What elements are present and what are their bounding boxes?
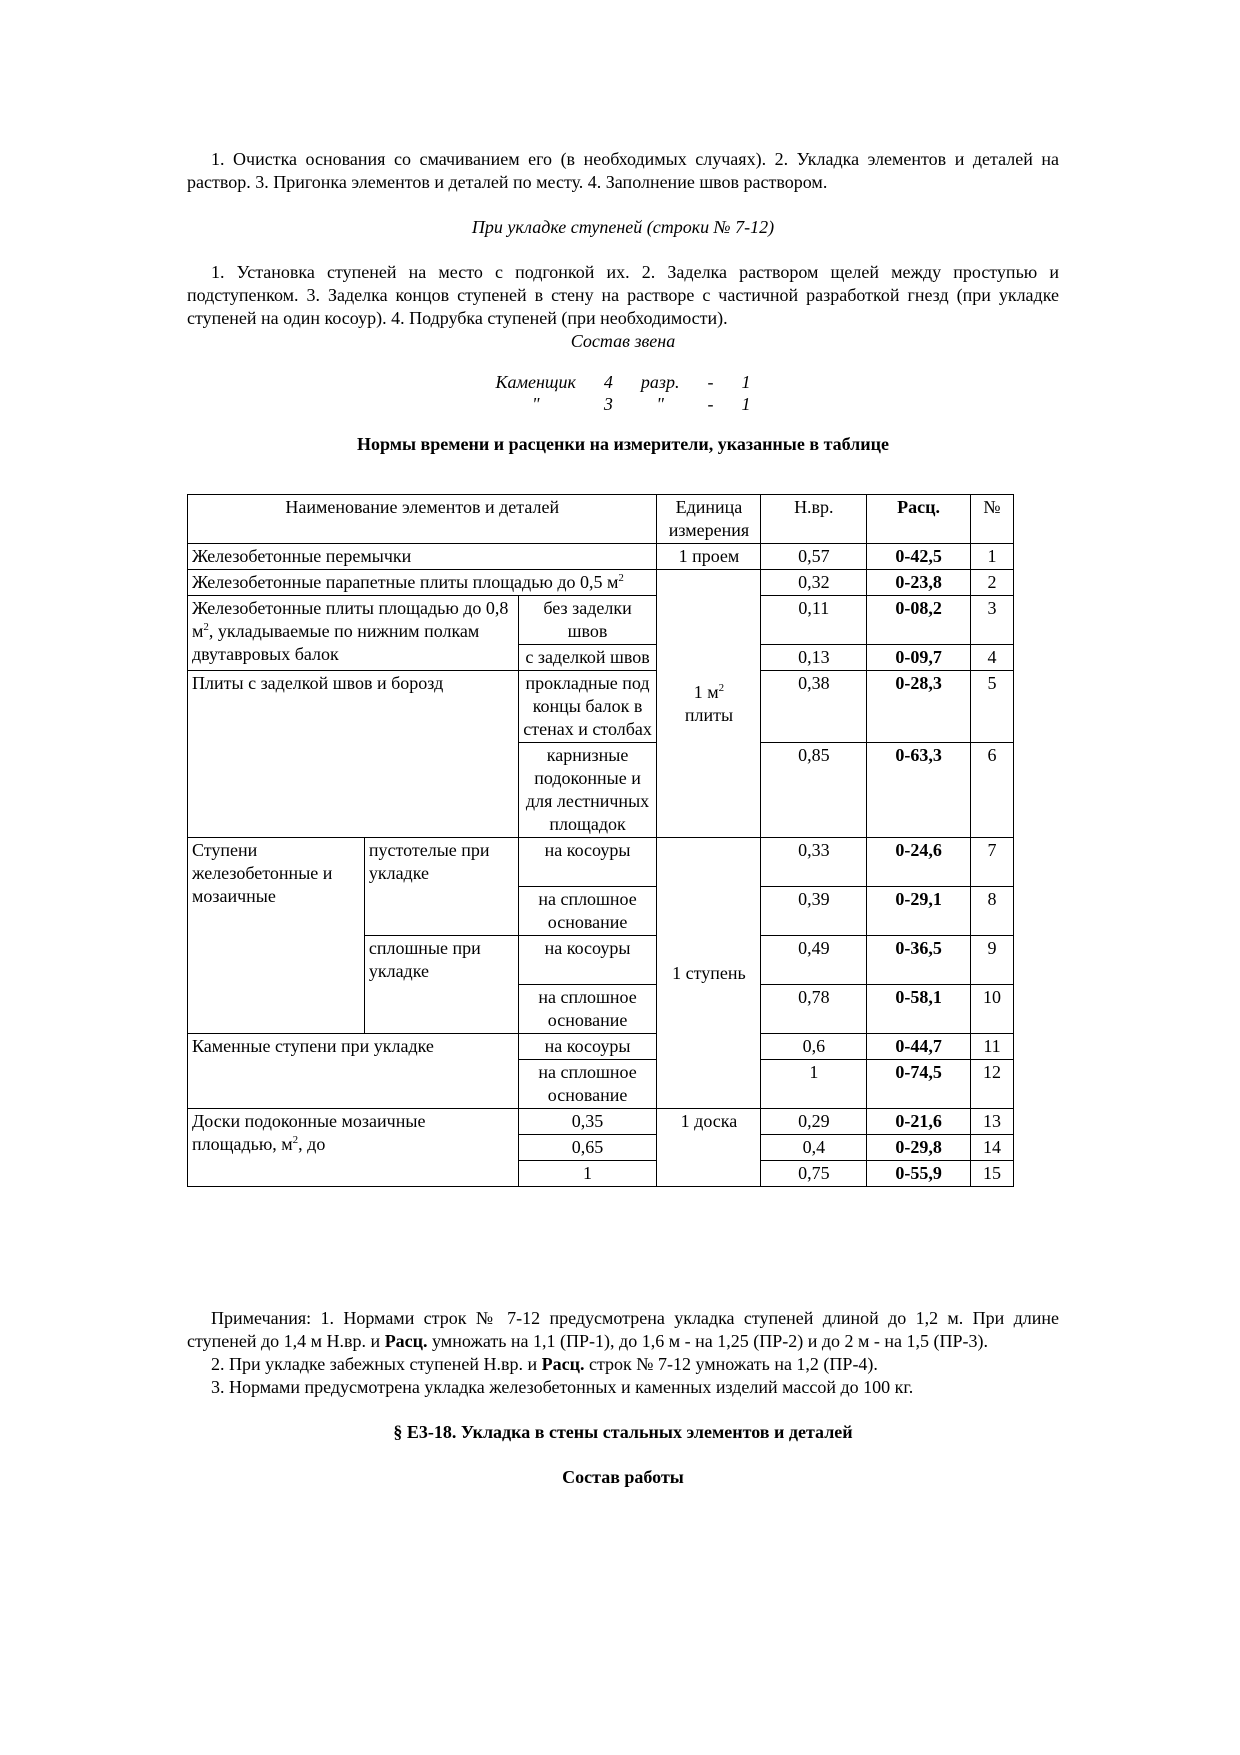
cell-num: 9 <box>971 936 1014 985</box>
table-row <box>188 570 1014 596</box>
cell-name <box>188 596 519 671</box>
cell-price: 0-42,5 <box>867 544 971 570</box>
cell-num: 2 <box>971 570 1014 596</box>
section-title: § Е3-18. Укладка в стены стальных элементов и деталей <box>393 1422 853 1442</box>
crew-unit: " <box>656 394 664 414</box>
cell-price: 0-44,7 <box>867 1034 971 1060</box>
cell-sub: прокладные под концы балок в стенах и столбах <box>518 671 657 743</box>
cell-name: Ступени железобетонные и мозаичные <box>188 838 365 1034</box>
header-price: Расц. <box>867 495 971 544</box>
cell-num: 14 <box>971 1135 1014 1161</box>
crew-row <box>482 371 765 393</box>
note-3: 3. Нормами предусмотрена укладка железобетонных и каменных изделий массой до 100 кг. <box>211 1377 914 1397</box>
cell-price: 0-74,5 <box>867 1060 971 1109</box>
superscript: 2 <box>718 681 725 694</box>
superscript: 2 <box>618 572 624 584</box>
cell-group: пустотелые при укладке <box>364 838 518 936</box>
note-2 <box>187 1353 1059 1376</box>
crew-dash: - <box>707 372 714 392</box>
cell-name <box>188 1109 519 1187</box>
header-time: Н.вр. <box>761 495 867 544</box>
cell-num: 10 <box>971 985 1014 1034</box>
unit-text: 1 м <box>693 681 719 702</box>
table-row <box>188 838 1014 887</box>
table-heading: Нормы времени и расценки на измерители, указанные в таблице <box>356 434 890 454</box>
cell-num: 6 <box>971 743 1014 838</box>
cell-price: 0-09,7 <box>867 645 971 671</box>
crew-heading: Состав звена <box>570 331 676 351</box>
cell-time: 0,78 <box>761 985 867 1034</box>
note-1 <box>187 1307 1059 1353</box>
cell-name: Плиты с заделкой швов и борозд <box>188 671 519 838</box>
table-header-row <box>188 495 1014 544</box>
cell-unit: 1 проем <box>657 544 761 570</box>
cell-unit: 1 ступень <box>657 838 761 1109</box>
cell-sub: 1 <box>518 1161 657 1187</box>
cell-time: 0,38 <box>761 671 867 743</box>
cell-price: 0-28,3 <box>867 671 971 743</box>
cell-price: 0-63,3 <box>867 743 971 838</box>
cell-num: 15 <box>971 1161 1014 1187</box>
cell-price: 0-29,1 <box>867 887 971 936</box>
cell-sub: на сплошное основание <box>518 985 657 1034</box>
crew-unit: разр. <box>640 372 680 392</box>
note-text: строк № 7-12 умножать на 1,2 (ПР-4). <box>584 1354 878 1374</box>
crew-count: 1 <box>741 372 751 392</box>
cell-num: 7 <box>971 838 1014 887</box>
cell-group: сплошные при укладке <box>364 936 518 1034</box>
table-row <box>188 1109 1014 1135</box>
cell-sub: 0,65 <box>518 1135 657 1161</box>
cell-num: 12 <box>971 1060 1014 1109</box>
cell-time: 0,32 <box>761 570 867 596</box>
cell-unit: 1 доска <box>657 1109 761 1187</box>
cell-name: Каменные ступени при укладке <box>188 1034 519 1109</box>
note-text: умножать на 1,1 (ПР-1), до 1,6 м - на 1,25 (ПР-2) и до 2 м - на 1,5 (ПР-3). <box>427 1331 988 1351</box>
superscript: 2 <box>292 1134 299 1146</box>
cell-time: 0,11 <box>761 596 867 645</box>
header-unit: Единица измерения <box>657 495 761 544</box>
cell-price: 0-55,9 <box>867 1161 971 1187</box>
cell-name-text: , укладываемые по нижним полкам двутавровых балок <box>192 621 480 664</box>
document-page <box>187 148 1059 456</box>
work-composition-text: 1. Очистка основания со смачиванием его (в необходимых случаях). 2. Укладка элементов и деталей на раствор. 3. Пригонка элементов и деталей по месту. 4. Заполнение швов раствором. <box>187 149 1059 192</box>
header-num: № <box>971 495 1014 544</box>
crew-role: " <box>531 394 540 414</box>
cell-time: 0,39 <box>761 887 867 936</box>
cell-price: 0-58,1 <box>867 985 971 1034</box>
cell-sub: на косоуры <box>518 838 657 887</box>
crew-table <box>482 371 765 415</box>
cell-time: 0,29 <box>761 1109 867 1135</box>
note-bold: Расц. <box>384 1331 428 1351</box>
crew-count: 1 <box>741 394 751 414</box>
note-text: Примечания: 1. Нормами строк № 7-12 предусмотрена укладка ступеней длиной до 1,2 м. При длине ступеней до 1,4 м Н.вр. и <box>187 1308 1059 1351</box>
cell-sub: на сплошное основание <box>518 887 657 936</box>
table-row <box>188 1034 1014 1060</box>
cell-time: 0,13 <box>761 645 867 671</box>
header-name: Наименование элементов и деталей <box>188 495 657 544</box>
cell-price: 0-23,8 <box>867 570 971 596</box>
crew-role: Каменщик <box>495 372 576 392</box>
cell-time: 0,75 <box>761 1161 867 1187</box>
note-bold: Расц. <box>541 1354 585 1374</box>
cell-sub: на сплошное основание <box>518 1060 657 1109</box>
crew-grade: 3 <box>603 394 613 414</box>
notes-section <box>187 1307 1059 1489</box>
cell-price: 0-08,2 <box>867 596 971 645</box>
cell-sub: с заделкой швов <box>518 645 657 671</box>
cell-sub: карнизные подоконные и для лестничных площадок <box>518 743 657 838</box>
cell-time: 0,57 <box>761 544 867 570</box>
cell-time: 0,49 <box>761 936 867 985</box>
cell-num: 3 <box>971 596 1014 645</box>
cell-num: 1 <box>971 544 1014 570</box>
table-row <box>188 671 1014 743</box>
cell-unit <box>657 570 761 838</box>
cell-name-text: Железобетонные парапетные плиты площадью до 0,5 м <box>192 572 619 592</box>
superscript: 2 <box>203 621 209 633</box>
cell-name-text: , до <box>298 1134 326 1154</box>
section-subtitle: Состав работы <box>562 1467 684 1487</box>
cell-sub: на косоуры <box>518 1034 657 1060</box>
cell-name: Железобетонные перемычки <box>188 544 657 570</box>
crew-row <box>482 393 765 415</box>
cell-num: 13 <box>971 1109 1014 1135</box>
cell-price: 0-24,6 <box>867 838 971 887</box>
cell-name <box>188 570 657 596</box>
cell-sub: без заделки швов <box>518 596 657 645</box>
cell-num: 4 <box>971 645 1014 671</box>
steps-composition-text: 1. Установка ступеней на место с подгонкой их. 2. Заделка раствором щелей между проступью и подступенком. 3. Заделка концов ступеней в стену на растворе с частичной разработкой гнезд (при укладке ступеней на один косоур). 4. Подрубка ступеней (при необходимости). <box>187 262 1059 328</box>
table-row <box>188 544 1014 570</box>
norms-table <box>187 494 1014 1187</box>
cell-time: 0,33 <box>761 838 867 887</box>
cell-time: 0,6 <box>761 1034 867 1060</box>
cell-time: 0,4 <box>761 1135 867 1161</box>
cell-num: 5 <box>971 671 1014 743</box>
cell-num: 11 <box>971 1034 1014 1060</box>
cell-sub: 0,35 <box>518 1109 657 1135</box>
cell-time: 0,85 <box>761 743 867 838</box>
cell-price: 0-36,5 <box>867 936 971 985</box>
cell-price: 0-29,8 <box>867 1135 971 1161</box>
unit-text: плиты <box>684 704 734 725</box>
cell-price: 0-21,6 <box>867 1109 971 1135</box>
cell-time: 1 <box>761 1060 867 1109</box>
note-text: 2. При укладке забежных ступеней Н.вр. и <box>211 1354 542 1374</box>
steps-heading: При укладке ступеней (строки № 7-12) <box>471 217 775 237</box>
cell-name-text: Железобетонные плиты площадью до 0,8 м <box>192 598 509 641</box>
cell-name-text: Доски подоконные мозаичные площадью, м <box>192 1111 426 1154</box>
crew-grade: 4 <box>603 372 613 392</box>
cell-sub: на косоуры <box>518 936 657 985</box>
table-row <box>188 596 1014 645</box>
cell-num: 8 <box>971 887 1014 936</box>
crew-dash: - <box>707 394 714 414</box>
